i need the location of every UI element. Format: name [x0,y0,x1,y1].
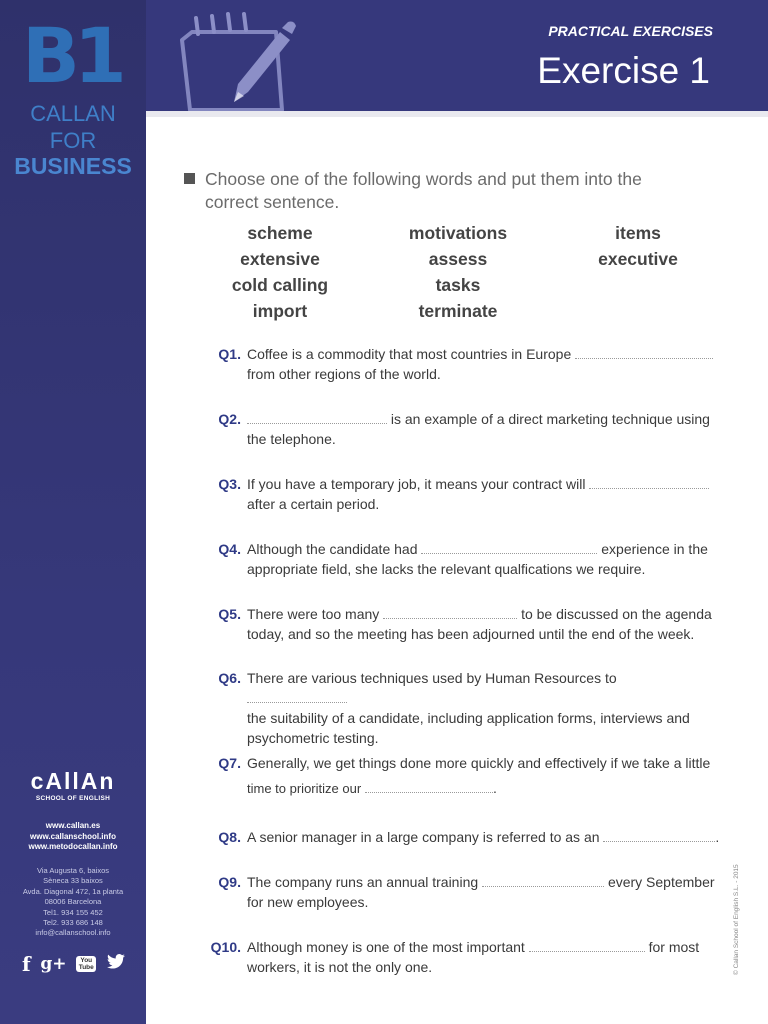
question-line: Although the candidate had [247,541,418,557]
question-line: from other regions of the world. [247,366,441,382]
question-text [247,937,720,977]
answer-blank[interactable] [529,937,645,952]
word-bank-column [190,221,370,325]
answer-blank[interactable] [247,409,387,424]
website-link[interactable]: www.callan.es [45,821,101,830]
question-text [247,668,720,748]
question-punctuation: . [493,780,497,796]
question-line: today, and so the meeting has been adjourned until the end of the week. [247,626,695,642]
header-bar [146,0,768,111]
address-line: Avda. Diagonal 472, 1a planta [22,886,124,896]
callan-logo [0,770,146,802]
question-number: Q3. [218,476,241,492]
word-item: import [252,301,308,321]
question-line: Generally, we get things done more quickly and effectively if we take a little [247,755,711,771]
answer-blank[interactable] [589,474,709,489]
question-text [247,604,720,644]
question-text [247,344,720,384]
word-item: assess [428,249,488,269]
word-bank-column [368,221,548,325]
sidebar [0,0,146,1024]
answer-blank[interactable] [383,604,517,619]
question-punctuation: . [715,829,720,845]
word-item: tasks [435,275,481,295]
brand-callan: CALLAN [30,101,116,126]
brand-business: BUSINESS [14,153,132,179]
question-number: Q10. [210,939,241,955]
question-number: Q9. [218,874,241,890]
question-text [247,872,720,912]
question-line: after a certain period. [247,496,380,512]
answer-blank[interactable] [482,872,604,887]
question-line: experience in the [601,541,708,557]
question-number: Q4. [218,541,241,557]
word-item: cold calling [231,275,329,295]
question-number: Q2. [218,411,241,427]
word-item: motivations [408,223,508,243]
question-line: Although money is one of the most important [247,939,525,955]
question-line: every September [607,874,715,890]
question-line: The company runs an annual training [247,874,479,890]
brand-level: B1 [22,11,121,100]
question-line: workers, it is not the only one. [247,959,433,975]
word-bank-column [548,221,728,273]
question-line: for new employees. [247,894,369,910]
answer-blank[interactable] [603,827,715,842]
question-text [247,539,720,579]
notepad-pencil-icon [172,10,302,115]
question-line: the telephone. [247,431,336,447]
social-links [22,952,126,976]
address-line: 08006 Barcelona [44,897,102,907]
word-item: scheme [247,223,313,243]
question-text [247,409,720,449]
word-item: executive [598,249,678,269]
header-divider [146,111,768,117]
question-number: Q1. [218,346,241,362]
facebook-icon[interactable]: f [22,952,31,976]
question-line: the suitability of a candidate, including application forms, interviews and [247,710,690,726]
question-line: to be discussed on the agenda [521,606,712,622]
twitter-icon-glyph [106,954,126,970]
address-block [0,866,146,939]
word-item: items [615,223,661,243]
word-item: terminate [418,301,498,321]
question-text [247,827,720,847]
logo-word: cAllAn [30,768,116,794]
question-line: appropriate field, she lacks the relevant qualfications we require. [247,561,646,577]
twitter-icon[interactable] [106,954,126,975]
answer-blank[interactable] [575,344,713,359]
word-item: extensive [240,249,320,269]
question-number: Q7. [218,755,241,771]
question-line: If you have a temporary job, it means your contract will [247,476,586,492]
page-title: Exercise 1 [537,50,710,91]
question-line: psychometric testing. [247,730,379,746]
answer-blank[interactable] [247,688,347,703]
address-line: Sèneca 33 baixos [43,876,103,886]
address-line: Via Augusta 6, baixos [37,866,109,875]
question-number: Q6. [218,670,241,686]
answer-blank[interactable] [421,539,597,554]
question-line: There are various techniques used by Human Resources to [247,670,617,686]
question-line: A senior manager in a large company is referred to as an [247,829,600,845]
website-link[interactable]: www.metodocallan.info [28,842,118,851]
question-line: Coffee is a commodity that most countries in Europe [247,346,572,362]
address-line: Tel1. 934 155 452 [43,907,103,917]
instruction-text [185,168,665,214]
copyright-notice: © Callan School of English S.L. - 2015 [733,864,740,975]
question-number: Q5. [218,606,241,622]
brand-for: FOR [49,128,97,153]
youtube-icon[interactable]: You Tube [76,956,96,972]
website-list [0,821,146,853]
question-text [247,753,720,799]
address-line: Tel2. 933 686 148 [43,918,103,928]
question-text [247,474,720,514]
logo-subtitle: SCHOOL OF ENGLISH [35,795,111,802]
question-number: Q8. [218,829,241,845]
answer-blank[interactable] [365,778,493,793]
address-line[interactable]: info@callanschool.info [35,928,111,938]
question-line: is an example of a direct marketing technique using [390,411,710,427]
question-line: time to prioritize our [247,781,362,796]
question-line: There were too many [247,606,380,622]
website-link[interactable]: www.callanschool.info [30,831,116,841]
instruction-line: Choose one of the following words and put them into the correct sentence. [205,169,642,212]
google-plus-icon[interactable]: g+ [40,954,67,974]
header-kicker: PRACTICAL EXERCISES [548,23,713,39]
question-line: for most [648,939,700,955]
